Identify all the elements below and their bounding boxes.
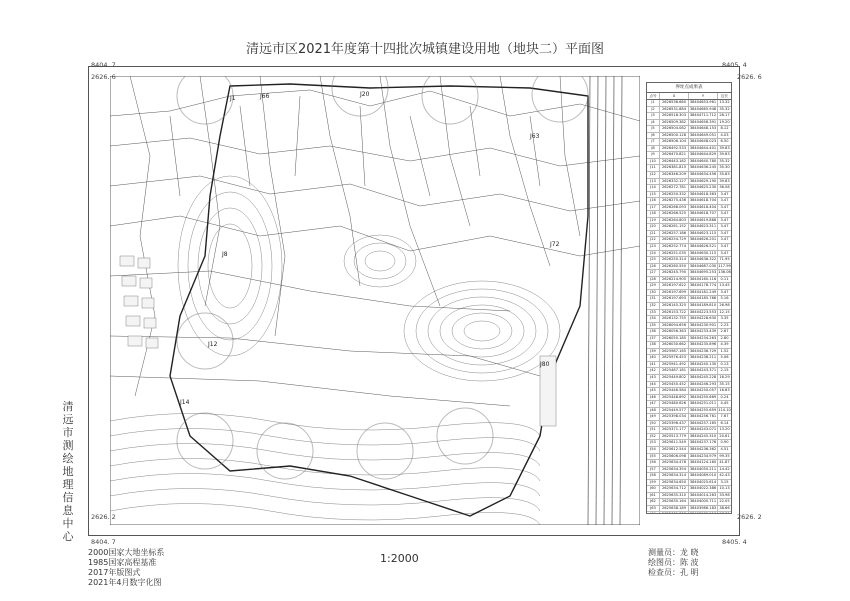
table-cell: 38404178.774 bbox=[689, 283, 717, 288]
staff-line: 绘图员：陈 波 bbox=[648, 558, 699, 567]
column-header: 点号 bbox=[647, 93, 660, 99]
topographic-map[interactable] bbox=[110, 76, 640, 525]
table-cell: 38404250.057 bbox=[689, 388, 717, 393]
table-cell: 38404246.293 bbox=[689, 381, 717, 386]
table-cell: J58 bbox=[647, 473, 660, 479]
table-cell: 38404618.404 bbox=[689, 204, 717, 209]
table-cell: J60 bbox=[647, 486, 660, 492]
table-cell: 2626250.314 bbox=[660, 257, 689, 263]
table-cell: 38404245.310 bbox=[689, 433, 717, 438]
point-label: J12 bbox=[208, 341, 218, 348]
table-cell: J57 bbox=[647, 467, 660, 473]
table-cell: 38404618.704 bbox=[689, 198, 717, 203]
coord-right-y-top: 2626. 6 bbox=[737, 73, 762, 81]
table-cell: J22 bbox=[647, 237, 660, 243]
table-cell: 99.35 bbox=[719, 453, 730, 458]
table-cell: 3.15 bbox=[720, 479, 729, 484]
table-cell: 38404243.071 bbox=[689, 427, 717, 432]
staff-credits bbox=[648, 548, 699, 578]
table-cell: 4.39 bbox=[720, 342, 729, 347]
table-cell: J32 bbox=[647, 303, 660, 309]
table-cell: J28 bbox=[647, 277, 660, 283]
table-cell: J43 bbox=[647, 375, 660, 381]
map-scale: 1:2000 bbox=[380, 552, 419, 565]
table-cell: 38404619.868 bbox=[689, 217, 717, 222]
table-cell: 3.47 bbox=[720, 237, 729, 242]
table-cell: 38404235.896 bbox=[689, 342, 717, 347]
point-label: J8 bbox=[222, 251, 228, 258]
table-cell: J11 bbox=[647, 165, 660, 171]
table-cell: 2626197.693 bbox=[660, 296, 689, 302]
table-cell: 2626275.436 bbox=[660, 198, 689, 204]
table-cell: J6 bbox=[647, 133, 660, 139]
table-cell: J51 bbox=[647, 427, 660, 433]
table-cell: 13.20 bbox=[719, 427, 730, 432]
table-cell: 35.15 bbox=[719, 381, 730, 386]
table-cell: 3.47 bbox=[720, 217, 729, 222]
table-cell: 16.83 bbox=[719, 388, 730, 393]
table-cell: 38404050.211 bbox=[689, 466, 717, 471]
table-cell: 5.16 bbox=[720, 296, 729, 301]
table-cell: 38404623.311 bbox=[689, 224, 717, 229]
table-cell: J21 bbox=[647, 231, 660, 237]
table-cell: 2625941.492 bbox=[660, 362, 689, 368]
table-cell bbox=[647, 512, 660, 514]
table-cell: J33 bbox=[647, 310, 660, 316]
table-cell: 2625987.165 bbox=[660, 349, 689, 355]
table-cell: 38404257.165 bbox=[689, 420, 717, 425]
table-cell: 2625450.452 bbox=[660, 382, 689, 388]
table-cell: 0.90 bbox=[720, 440, 729, 445]
table-cell: 117.99 bbox=[718, 263, 731, 268]
table-cell: 20.61 bbox=[719, 433, 730, 438]
table-cell: 0.11 bbox=[720, 276, 729, 281]
table-cell: 2625638.189 bbox=[660, 506, 689, 512]
table-cell: 38404185.768 bbox=[689, 296, 717, 301]
table-cell: J48 bbox=[647, 408, 660, 414]
point-label: J1 bbox=[230, 95, 236, 102]
table-cell: 2.15 bbox=[720, 368, 729, 373]
table-cell: 38404014.263 bbox=[689, 492, 717, 497]
boundary-coordinate-table bbox=[646, 82, 732, 514]
table-cell: J29 bbox=[647, 283, 660, 289]
table-cell: 2626381.815 bbox=[660, 165, 689, 171]
table-cell: J4 bbox=[647, 120, 660, 126]
table-cell: J31 bbox=[647, 296, 660, 302]
table-cell: 38404626.521 bbox=[689, 244, 717, 249]
table-cell: 38404025.614 bbox=[689, 479, 717, 484]
table-cell: 2625449.577 bbox=[660, 408, 689, 414]
table-cell: 6.50 bbox=[720, 139, 729, 144]
table-cell: J40 bbox=[647, 355, 660, 361]
table-cell: 2626531.884 bbox=[660, 107, 689, 113]
column-header: X bbox=[660, 93, 689, 99]
table-cell: 38404228.630 bbox=[689, 316, 717, 321]
table-cell: 2625487.181 bbox=[660, 368, 689, 374]
table-cell: 3.47 bbox=[720, 244, 729, 249]
coord-top-left-x: 8404. 7 bbox=[91, 61, 116, 69]
table-cell: J50 bbox=[647, 421, 660, 427]
table-cell: 2625449.802 bbox=[660, 375, 689, 381]
table-cell: J53 bbox=[647, 440, 660, 446]
table-cell: 3.47 bbox=[720, 230, 729, 235]
table-cell: 38404245.228 bbox=[689, 374, 717, 379]
table-cell: J27 bbox=[647, 270, 660, 276]
table-cell: 2626443.182 bbox=[660, 159, 689, 165]
table-cell: 38404160.116 bbox=[689, 276, 717, 281]
table-cell: 26.98 bbox=[719, 302, 730, 307]
table-cell: 28.17 bbox=[719, 113, 730, 118]
table-cell: J41 bbox=[647, 362, 660, 368]
table-cell: 2626266.525 bbox=[660, 211, 689, 217]
table-cell: 5.06 bbox=[720, 355, 729, 360]
table-cell: 2626153.722 bbox=[660, 310, 689, 316]
table-cell: 2626245.790 bbox=[660, 270, 689, 276]
table-cell: 42.43 bbox=[719, 473, 730, 478]
table-cell: 38403986.183 bbox=[689, 505, 717, 510]
table-cell: 2625634.314 bbox=[660, 473, 689, 479]
table-cell: J54 bbox=[647, 447, 660, 453]
table-cell: 2626268.093 bbox=[660, 205, 689, 211]
table-cell: 2625634.478 bbox=[660, 460, 689, 466]
table-cell: 38404236.729 bbox=[689, 348, 717, 353]
table-cell: J25 bbox=[647, 257, 660, 263]
table-cell bbox=[689, 512, 718, 514]
table-cell: 2625448.692 bbox=[660, 395, 689, 401]
table-cell: 2626257.186 bbox=[660, 231, 689, 237]
table-cell: 2626261.152 bbox=[660, 224, 689, 230]
table-cell: 0.24 bbox=[720, 394, 729, 399]
table-cell: 38404618.363 bbox=[689, 191, 717, 196]
coord-top-right-x: 8405. 4 bbox=[722, 61, 747, 69]
table-cell: 38404648.023 bbox=[689, 139, 717, 144]
table-cell: 38404629.190 bbox=[689, 178, 717, 183]
table-cell: 2625634.712 bbox=[660, 486, 689, 492]
table-cell: J55 bbox=[647, 454, 660, 460]
table-cell: 8.12 bbox=[720, 126, 729, 131]
table-cell: 2626056.363 bbox=[660, 329, 689, 335]
table-cell: 2626260.550 bbox=[660, 264, 689, 270]
table-cell: 10.13 bbox=[719, 486, 730, 491]
table-cell: 2625480.626 bbox=[660, 401, 689, 407]
table-cell: 1.52 bbox=[720, 348, 729, 353]
table-cell: J35 bbox=[647, 323, 660, 329]
table-cell: 4.45 bbox=[720, 401, 729, 406]
table-cell: 38404636.245 bbox=[689, 165, 717, 170]
table-cell: 2626504.082 bbox=[660, 126, 689, 132]
table-cell: 2625634.354 bbox=[660, 467, 689, 473]
table-cell: 3.47 bbox=[720, 211, 729, 216]
table-cell: J49 bbox=[647, 414, 660, 420]
table-cell: 2625446.584 bbox=[660, 388, 689, 394]
table-cell: J17 bbox=[647, 205, 660, 211]
table-cell: J5 bbox=[647, 126, 660, 132]
table-cell: 2625635.164 bbox=[660, 499, 689, 505]
table-cell bbox=[660, 512, 689, 514]
table-cell: J56 bbox=[647, 460, 660, 466]
table-cell: 39.83 bbox=[719, 178, 730, 183]
table-cell: 2626470.821 bbox=[660, 152, 689, 158]
table-cell: 2626030.662 bbox=[660, 342, 689, 348]
staff-line: 测量员：龙 晓 bbox=[648, 548, 699, 557]
table-cell: 3.47 bbox=[720, 224, 729, 229]
table-cell: 2626500.128 bbox=[660, 133, 689, 139]
table-cell: 2626250.332 bbox=[660, 192, 689, 198]
table-cell: 38404238.211 bbox=[689, 355, 717, 360]
table-cell: 38404630.115 bbox=[689, 250, 717, 255]
table-cell: 38404189.810 bbox=[689, 302, 717, 307]
table-cell: 2626254.729 bbox=[660, 237, 689, 243]
table-cell: 2626214.905 bbox=[660, 277, 689, 283]
table-cell: 38404626.201 bbox=[689, 237, 717, 242]
table-cell: 12.15 bbox=[719, 309, 730, 314]
table-cell: 2626145.325 bbox=[660, 303, 689, 309]
point-label: J63 bbox=[530, 133, 540, 140]
table-cell: J19 bbox=[647, 218, 660, 224]
table-cell: 38404237.176 bbox=[689, 440, 717, 445]
table-cell: 3.47 bbox=[720, 198, 729, 203]
table-cell: 2626536.660 bbox=[660, 100, 689, 106]
table-cell: 2625612.544 bbox=[660, 447, 689, 453]
table-cell: 38404625.230 bbox=[689, 185, 717, 190]
table-cell: 4.03 bbox=[720, 132, 729, 137]
table-cell: 38404649.051 bbox=[689, 132, 717, 137]
table-cell: J10 bbox=[647, 159, 660, 165]
note-line: 2017年版图式 bbox=[88, 568, 141, 577]
table-cell: 38404230.901 bbox=[689, 322, 717, 327]
table-cell: 38404236.362 bbox=[689, 446, 717, 451]
staff-line: 检查员：孔 明 bbox=[648, 568, 699, 577]
table-cell: 19.20 bbox=[719, 119, 730, 124]
table-cell: 38.66 bbox=[719, 505, 730, 510]
table-cell: 38404233.439 bbox=[689, 329, 717, 334]
table-cell bbox=[718, 512, 731, 514]
table-cell: 2625606.098 bbox=[660, 454, 689, 460]
table-cell: 2626332.127 bbox=[660, 179, 689, 185]
table-cell: 38404243.371 bbox=[689, 368, 717, 373]
table-cell: J47 bbox=[647, 401, 660, 407]
table-cell: 38404648.153 bbox=[689, 126, 717, 131]
table-cell: J59 bbox=[647, 480, 660, 486]
table-cell: 3.47 bbox=[720, 191, 729, 196]
table-cell: 2626197.622 bbox=[660, 283, 689, 289]
table-cell: J46 bbox=[647, 395, 660, 401]
column-header: Y bbox=[689, 93, 718, 99]
table-cell: J34 bbox=[647, 316, 660, 322]
point-label: J14 bbox=[180, 399, 190, 406]
table-cell: 13.45 bbox=[719, 283, 730, 288]
point-label: J80 bbox=[540, 361, 550, 368]
table-cell: 38404687.030 bbox=[689, 263, 717, 268]
table-cell: 36.08 bbox=[719, 185, 730, 190]
coord-right-y-bottom: 2626. 2 bbox=[737, 513, 762, 521]
table-cell: J2 bbox=[647, 107, 660, 113]
table-cell: 71.95 bbox=[719, 257, 730, 262]
table-cell: J38 bbox=[647, 342, 660, 348]
table-cell: 38404656.391 bbox=[689, 119, 717, 124]
table-cell: J36 bbox=[647, 329, 660, 335]
table-cell: J63 bbox=[647, 506, 660, 512]
table-cell: 2626346.209 bbox=[660, 172, 689, 178]
table-row bbox=[647, 512, 731, 514]
table-cell: 38404665.948 bbox=[689, 106, 717, 111]
table-cell: J14 bbox=[647, 185, 660, 191]
table-cell: 38404634.456 bbox=[689, 172, 717, 177]
table-cell: 2625634.650 bbox=[660, 480, 689, 486]
table-cell: J30 bbox=[647, 290, 660, 296]
table-cell: 38404022.386 bbox=[689, 486, 717, 491]
table-cell: 114.10 bbox=[718, 407, 731, 412]
table-cell: 33.98 bbox=[719, 492, 730, 497]
point-label: J20 bbox=[360, 91, 370, 98]
table-cell: J23 bbox=[647, 244, 660, 250]
table-cell: J62 bbox=[647, 499, 660, 505]
table-cell: 2.23 bbox=[720, 322, 729, 327]
table-body bbox=[647, 100, 731, 514]
table-cell: 38404640.780 bbox=[689, 158, 717, 163]
table-cell: 38404223.553 bbox=[689, 309, 717, 314]
table-cell: 38404653.961 bbox=[689, 100, 717, 104]
table-cell: J26 bbox=[647, 264, 660, 270]
table-cell: 2626094.656 bbox=[660, 323, 689, 329]
table-cell: 2.80 bbox=[720, 335, 729, 340]
table-cell: 3.47 bbox=[720, 204, 729, 209]
table-cell: J12 bbox=[647, 172, 660, 178]
table-cell: 2626492.533 bbox=[660, 146, 689, 152]
table-cell: 2626050.185 bbox=[660, 336, 689, 342]
coord-left-y-top: 2626. 6 bbox=[91, 73, 116, 81]
table-cell: 38404623.115 bbox=[689, 230, 717, 235]
table-cell: 39.83 bbox=[719, 152, 730, 157]
coord-bottom-right-x: 8405. 4 bbox=[722, 538, 747, 546]
table-title: 界址点成果表 bbox=[647, 83, 731, 93]
table-cell: 2626264.803 bbox=[660, 218, 689, 224]
table-cell: J15 bbox=[647, 192, 660, 198]
table-cell: 14.42 bbox=[719, 466, 730, 471]
table-cell: 38404089.010 bbox=[689, 473, 717, 478]
table-cell: 0.13 bbox=[720, 361, 729, 366]
table-cell: 35.83 bbox=[719, 172, 730, 177]
table-cell: J7 bbox=[647, 139, 660, 145]
table-cell: 2626252.774 bbox=[660, 244, 689, 250]
table-cell: 136.06 bbox=[718, 270, 731, 275]
table-cell: J39 bbox=[647, 349, 660, 355]
table-cell: 38404181.249 bbox=[689, 289, 717, 294]
table-cell: 38404234.263 bbox=[689, 335, 717, 340]
producer-vertical-label: 清远市测绘地理信息中心 bbox=[62, 400, 74, 543]
table-cell: 2626251.035 bbox=[660, 251, 689, 257]
table-cell: 2625976.453 bbox=[660, 355, 689, 361]
table-cell: 2626132.755 bbox=[660, 316, 689, 322]
table-cell: 38404644.829 bbox=[689, 152, 717, 157]
table-cell: J37 bbox=[647, 336, 660, 342]
table-cell: 38404618.707 bbox=[689, 211, 717, 216]
table-cell: 38404711.712 bbox=[689, 113, 717, 118]
table-cell: 16.29 bbox=[719, 374, 730, 379]
table-cell: J8 bbox=[647, 146, 660, 152]
table-cell: 4.51 bbox=[720, 446, 729, 451]
table-cell: 2626518.303 bbox=[660, 113, 689, 119]
table-cell: 22.05 bbox=[719, 499, 730, 504]
table-cell: 38404234.979 bbox=[689, 453, 717, 458]
table-cell: J18 bbox=[647, 211, 660, 217]
table-cell: 38404250.669 bbox=[689, 394, 717, 399]
coord-left-y-bottom: 2626. 2 bbox=[91, 513, 116, 521]
table-cell: 39.83 bbox=[719, 145, 730, 150]
point-label: J66 bbox=[260, 93, 270, 100]
table-cell: 2.67 bbox=[720, 329, 729, 334]
coord-bottom-left-x: 8404. 7 bbox=[91, 538, 116, 546]
table-cell: 35.32 bbox=[719, 158, 730, 163]
table-cell: 2625611.549 bbox=[660, 440, 689, 446]
table-cell: J1 bbox=[647, 100, 660, 106]
table-cell: 38404256.761 bbox=[689, 414, 717, 419]
table-cell: 2626506.104 bbox=[660, 139, 689, 145]
table-cell: 2625371.177 bbox=[660, 427, 689, 433]
table-cell: 38404255.659 bbox=[689, 407, 717, 412]
note-line: 1985国家高程基准 bbox=[88, 558, 157, 567]
table-cell: J16 bbox=[647, 198, 660, 204]
table-cell: 38404695.253 bbox=[689, 270, 717, 275]
table-cell: J45 bbox=[647, 388, 660, 394]
table-cell: 2626272.781 bbox=[660, 185, 689, 191]
table-cell: J42 bbox=[647, 368, 660, 374]
table-cell: J3 bbox=[647, 113, 660, 119]
table-cell: 38404124.160 bbox=[689, 460, 717, 465]
table-cell: 2625398.034 bbox=[660, 414, 689, 420]
note-line: 2000国家大地坐标系 bbox=[88, 548, 165, 557]
table-cell: 3.47 bbox=[720, 289, 729, 294]
table-cell: J61 bbox=[647, 493, 660, 499]
table-cell: 2625396.437 bbox=[660, 421, 689, 427]
table-cell: 38404638.322 bbox=[689, 257, 717, 262]
table-cell: J24 bbox=[647, 251, 660, 257]
table-cell: 35.32 bbox=[719, 106, 730, 111]
table-cell: 3.47 bbox=[720, 250, 729, 255]
table-cell: 2625635.310 bbox=[660, 493, 689, 499]
table-cell: 38404000.711 bbox=[689, 499, 717, 504]
table-cell: 6.14 bbox=[720, 420, 729, 425]
table-cell: J52 bbox=[647, 434, 660, 440]
table-cell: 41.87 bbox=[719, 460, 730, 465]
table-cell: J44 bbox=[647, 382, 660, 388]
table-cell: J9 bbox=[647, 152, 660, 158]
note-line: 2021年4月数字化图 bbox=[88, 578, 162, 587]
point-label: J72 bbox=[550, 241, 560, 248]
table-cell: 38404251.011 bbox=[689, 401, 717, 406]
table-cell: 13.32 bbox=[719, 100, 730, 104]
page-title: 清远市区2021年度第十四批次城镇建设用地（地块二）平面图 bbox=[245, 42, 605, 57]
table-cell: 2626197.699 bbox=[660, 290, 689, 296]
table-cell: 7.67 bbox=[720, 414, 729, 419]
table-cell: 3.35 bbox=[720, 316, 729, 321]
map-notes bbox=[88, 548, 164, 588]
table-cell: 35.30 bbox=[719, 165, 730, 170]
table-cell: 38404644.401 bbox=[689, 145, 717, 150]
table-cell: 2625513.779 bbox=[660, 434, 689, 440]
column-header: 边长 bbox=[720, 94, 729, 98]
table-cell: 38404240.130 bbox=[689, 361, 717, 366]
table-header-row bbox=[647, 93, 731, 100]
table-cell: J13 bbox=[647, 179, 660, 185]
table-cell: 2626509.382 bbox=[660, 120, 689, 126]
table-cell: J20 bbox=[647, 224, 660, 230]
